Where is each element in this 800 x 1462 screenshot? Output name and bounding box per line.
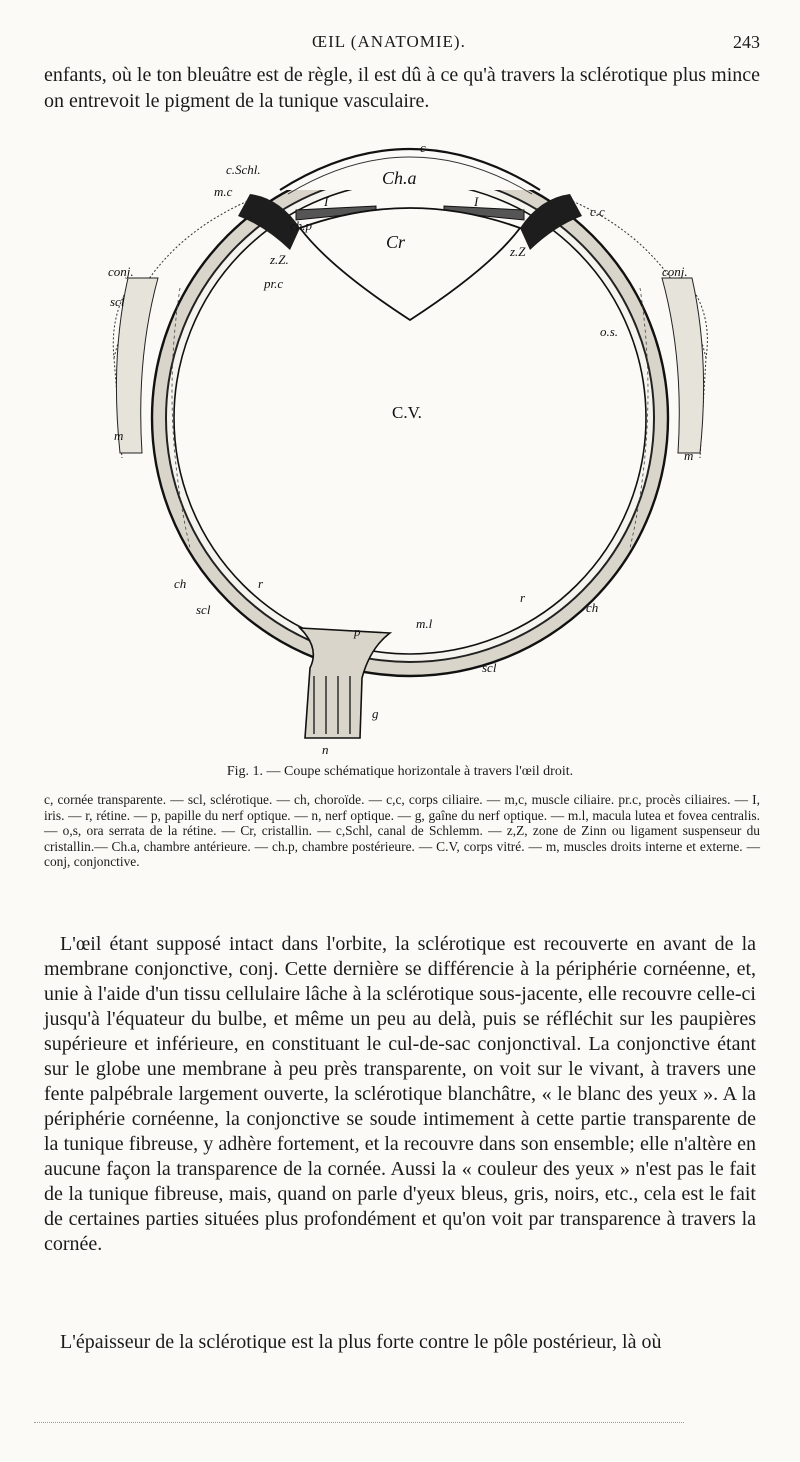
- eye-cross-section-figure: [100, 128, 720, 758]
- label-zonule-right: z.Z: [510, 244, 526, 259]
- figure-legend: c, cornée transparente. — scl, sclérotique. — ch, choroïde. — c,c, corps ciliaire. — m,c, muscle ciliaire. pr.c, procès ciliaires. — I, iris. — r, rétine. — p, papille du nerf optique. — n, nerf optique. — g, gaîne du nerf optique. — m.l, macula lutea et fovea centralis. — o,s, ora serrata de la rétine. — Cr, cristallin. — c,Schl, canal de Schlemm. — z,Z, zone de Zinn ou ligament suspenseur du cristallin.— Ch.a, chambre antérieure. — ch.p, chambre postérieure. — C.V, corps vitré. — m, muscles droits interne et externe. — conj, conjonctive.: [44, 792, 760, 869]
- label-sclera-left: scl: [196, 602, 211, 617]
- label-retina-left: r: [258, 576, 264, 591]
- label-retina-right: r: [520, 590, 526, 605]
- label-sclera-top: scl: [110, 294, 125, 309]
- label-ora-serrata: o.s.: [600, 324, 619, 339]
- label-conjunctiva-left: conj.: [108, 264, 134, 279]
- figure-caption: Fig. 1. — Coupe schématique horizontale à travers l'œil droit.: [226, 764, 574, 779]
- running-title: ŒIL (ANATOMIE).: [312, 32, 466, 51]
- label-ciliary-muscle: m.c: [214, 184, 233, 199]
- label-choroid-right: ch: [586, 600, 599, 615]
- label-optic-nerve: n: [322, 742, 329, 757]
- label-choroid-left: ch: [174, 576, 187, 591]
- label-sclera-bottom: scl: [482, 660, 497, 675]
- footer-dotted-rule: [34, 1422, 684, 1423]
- label-muscle-left: m: [114, 428, 124, 443]
- label-nerve-sheath: g: [372, 706, 379, 721]
- label-canal-of-schlemm: c.Schl.: [226, 162, 261, 177]
- label-cornea: c: [420, 140, 426, 155]
- body-paragraph-2: L'épaisseur de la sclérotique est la plus forte contre le pôle postérieur, là où: [60, 1331, 662, 1353]
- label-ciliary-processes: pr.c: [264, 276, 284, 291]
- label-optic-papilla: p: [354, 624, 361, 639]
- label-iris-right: I: [474, 194, 479, 209]
- label-conjunctiva-right: conj.: [662, 264, 688, 279]
- label-ciliary-body: c.c: [590, 204, 605, 219]
- label-iris-left: I: [324, 194, 329, 209]
- label-vitreous-body: C.V.: [392, 403, 422, 422]
- label-posterior-chamber: ch.p: [290, 218, 313, 233]
- label-anterior-chamber: Ch.a: [382, 168, 417, 188]
- label-zonule-left: z.Z.: [270, 252, 289, 267]
- intro-paragraph: enfants, où le ton bleuâtre est de règle, il est dû à ce qu'à travers la sclérotique plus mince on entrevoit le pigment de la tunique vasculaire.: [44, 64, 760, 112]
- eye-diagram: [100, 128, 720, 758]
- page-number: 243: [733, 32, 760, 52]
- page-header: [0, 32, 800, 56]
- body-paragraph-1: L'œil étant supposé intact dans l'orbite, la sclérotique est recouverte en avant de la membrane conjonctive, conj. Cette dernière se différencie à la périphérie cornéenne, et, unie à l'aide d'un tissu cellulaire lâche à la sclérotique sous-jacente, elle recouvre celle-ci jusqu'à l'équateur du bulbe, et même un peu au delà, puis se réfléchit sur les paupières supérieure et inférieure, en constituant le cul-de-sac conjonctival. La conjonctive étant sur le globe une membrane à peu près transparente, on voit sur le vivant, à travers une fente palpébrale largement ouverte, la sclérotique blanchâtre, « le blanc des yeux ». A la périphérie cornéenne, la conjonctive se soude intimement à cette partie transparente de la tunique fibreuse, y adhère fortement, et la recouvre dans son ensemble; elle n'altère en aucune façon la transparence de la cornée. Aussi la « couleur des yeux » n'est pas le fait de la tunique fibreuse, mais, quand on parle d'yeux bleus, gris, noirs, etc., cela est le fait de certaines parties situées plus profondément et qu'on voit par transparence à travers la cornée.: [44, 933, 756, 1255]
- label-muscle-right: m: [684, 448, 694, 463]
- label-macula-lutea: m.l: [416, 616, 433, 631]
- label-lens: Cr: [386, 232, 406, 252]
